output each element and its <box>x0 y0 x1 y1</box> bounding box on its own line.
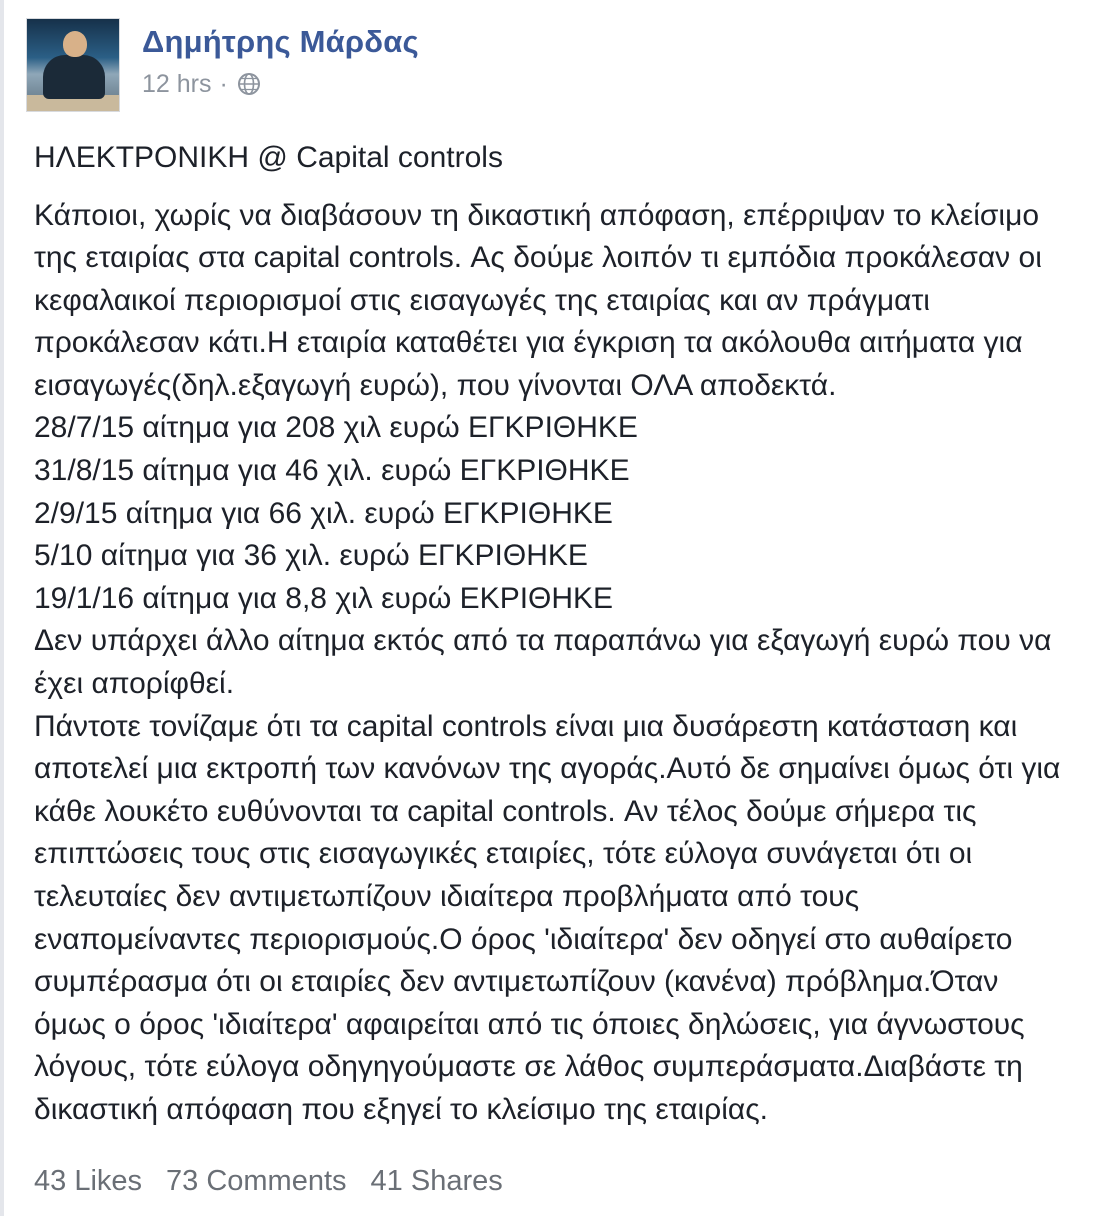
post-paragraph: 19/1/16 αίτημα για 8,8 χιλ ευρώ ΕΚΡΙΘΗΚΕ <box>34 581 614 615</box>
post-paragraph: Κάποιοι, χωρίς να διαβάσουν τη δικαστική απόφαση, επέρριψαν το κλείσιμο της εταιρίας στα capital controls. Ας δούμε λοιπόν τι εμπόδια προκάλεσαν οι κεφαλαικοί περιορισμοί στις εισαγωγές της εταιρίας και αν πράγματι προκάλεσαν κάτι.Η εταιρία καταθέτει για έγκριση τα ακόλουθα αιτήματα για εισαγωγές(δηλ.εξαγωγή ευρώ), που γίνονται ΟΛΑ αποδεκτά. <box>34 198 1042 402</box>
post-paragraph: Πάντοτε τονίζαμε ότι τα capital controls είναι μια δυσάρεστη κατάσταση και αποτελεί μια εκτροπή των κανόνων της αγοράς.Αυτό δε σημαίνει όμως ότι για κάθε λουκέτο ευθύνονται τα capital controls. Αν τέλος δούμε σήμερα τις επιπτώσεις τους στις εισαγωγικές εταιρίες, τότε εύλογα συνάγεται ότι οι τελευταίες δεν αντιμετωπίζουν ιδιαίτερα προβλήματα από τους εναπομείναντες περιορισμούς.Ο όρος 'ιδιαίτερα' δεν οδηγεί στο αυθαίρετο συμπέρασμα ότι οι εταιρίες δεν αντιμετωπίζουν (κανένα) πρόβλημα.Όταν όμως ο όρος 'ιδιαίτερα' αφαιρείται από τις όποιες δηλώσεις, για άγνωστους λόγους, τότε εύλογα οδηγηγούμαστε σε λάθος συμπεράσματα.Διαβάστε τη δικαστική απόφαση που εξηγεί το κλείσιμο της εταιρίας. <box>34 709 1061 1126</box>
post-body <box>4 112 1099 1132</box>
post-header-text <box>142 18 419 99</box>
post-paragraph: Δεν υπάρχει άλλο αίτημα εκτός από τα παραπάνω για εξαγωγή ευρώ που να έχει απορίφθεί. <box>34 624 1052 701</box>
meta-separator: · <box>219 69 228 98</box>
post-author-name[interactable]: Δημήτρης Μάρδας <box>142 24 419 59</box>
post-message <box>34 195 1073 1132</box>
post-paragraph: 2/9/15 αίτημα για 66 χιλ. ευρώ ΕΓΚΡΙΘΗΚΕ <box>34 496 613 530</box>
post-timestamp[interactable]: 12 hrs <box>142 69 212 98</box>
likes-count[interactable]: 43 Likes <box>34 1165 143 1197</box>
post-title: ΗΛΕΚΤΡΟΝΙΚΗ @ Capital controls <box>34 141 503 174</box>
post-paragraph: 28/7/15 αίτημα για 208 χιλ ευρώ ΕΓΚΡΙΘΗΚΕ <box>34 411 638 445</box>
globe-icon[interactable] <box>236 71 262 97</box>
avatar-body <box>43 55 105 99</box>
comments-count[interactable]: 73 Comments <box>166 1165 347 1197</box>
post-footer <box>4 1155 1099 1216</box>
post-meta-row <box>142 70 419 99</box>
avatar-head <box>63 31 87 57</box>
post-paragraph: 31/8/15 αίτημα για 46 χιλ. ευρώ ΕΓΚΡΙΘΗΚΕ <box>34 454 630 488</box>
post-stats <box>34 1165 1099 1198</box>
avatar[interactable] <box>26 18 120 112</box>
post-paragraph: 5/10 αίτημα για 36 χιλ. ευρώ ΕΓΚΡΙΘΗΚΕ <box>34 539 588 573</box>
shares-count[interactable]: 41 Shares <box>370 1165 503 1197</box>
post-header <box>4 0 1099 112</box>
